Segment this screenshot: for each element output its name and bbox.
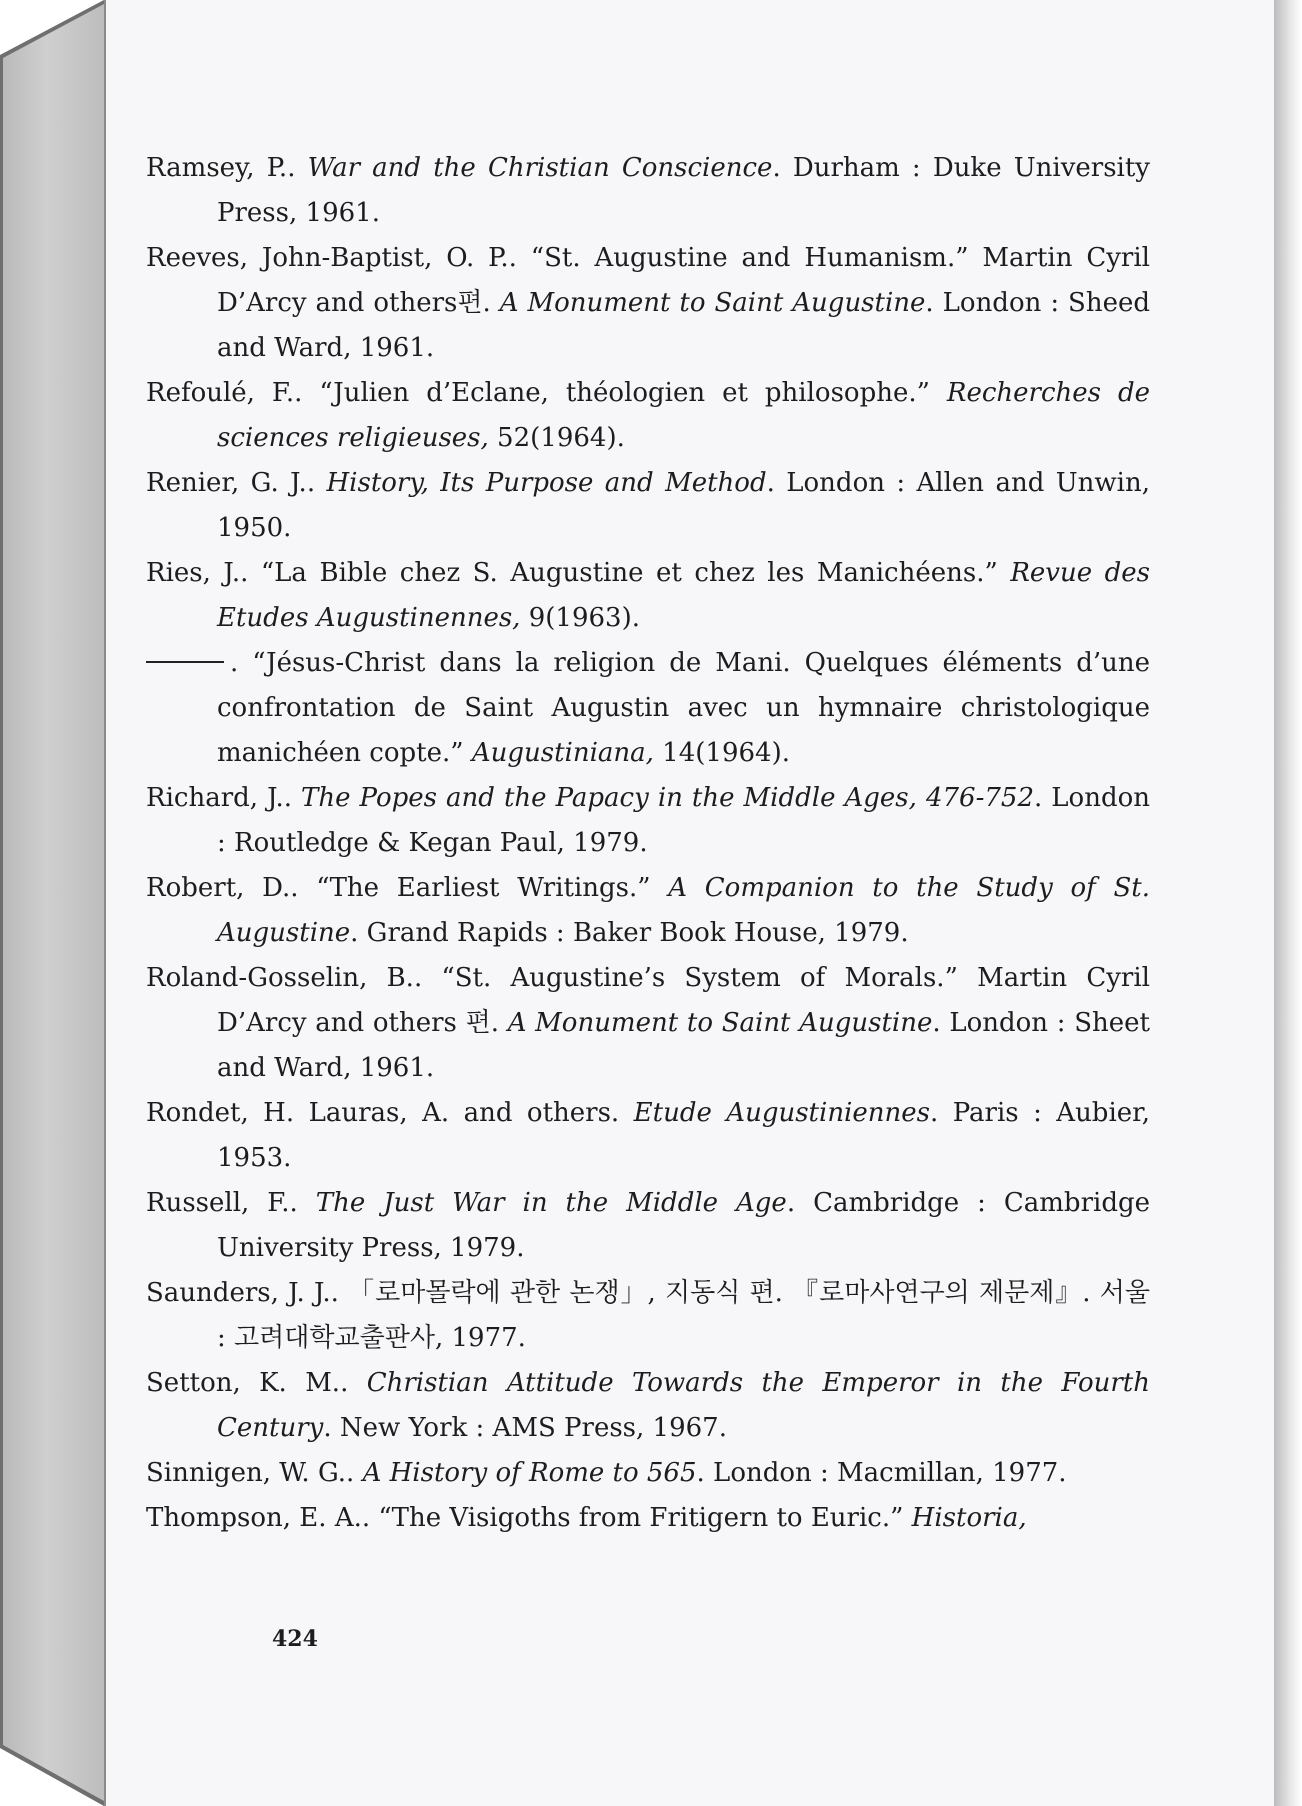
entry-publication: . Paris : Aubier, 1953.	[217, 1098, 1150, 1173]
entry-publication: 9(1963).	[520, 603, 640, 633]
entry-title: A Monument to Saint Augustine	[499, 288, 926, 318]
entry-text: Roland-Gosselin, B.. “St. Augustine’s System of Morals.” Martin Cyril D’Arcy and others 편.	[146, 963, 1150, 1038]
entry-publication: . Durham : Duke University Press, 1961.	[217, 153, 1151, 228]
entry-title: Christian Attitude Towards the Emperor in the Fourth Century	[217, 1368, 1150, 1443]
entry-publication: . London : Sheed and Ward, 1961.	[217, 288, 1151, 363]
entry-text: Renier, G. J..	[146, 468, 327, 498]
entry-title: Revue des Etudes Augustinennes,	[217, 558, 1150, 633]
bibliography-entry	[146, 1496, 1150, 1541]
entry-title: A History of Rome to 565	[362, 1458, 697, 1488]
bibliography-entry	[146, 956, 1150, 1091]
bibliography-entry	[146, 1271, 1150, 1361]
entry-publication: 52(1964).	[488, 423, 625, 453]
bibliography-entry	[146, 1361, 1150, 1451]
entry-title: War and the Christian Conscience	[307, 153, 773, 183]
bibliography-entry	[146, 236, 1150, 371]
entry-text: Saunders, J. J.. 「로마몰락에 관한 논쟁」, 지동식 편. 『로마사연구의 제문제』. 서울 : 고려대학교출판사, 1977.	[146, 1278, 1150, 1353]
entry-title: Augustiniana,	[471, 738, 654, 768]
bibliography-entry	[146, 1451, 1150, 1496]
entry-text: Rondet, H. Lauras, A. and others.	[146, 1098, 634, 1128]
page-shadow	[1274, 0, 1302, 1806]
bibliography-entry	[146, 461, 1150, 551]
entry-text: Setton, K. M..	[146, 1368, 367, 1398]
entry-text: Robert, D.. “The Earliest Writings.”	[146, 873, 669, 903]
entry-title: A Monument to Saint Augustine	[507, 1008, 933, 1038]
entry-publication: . Cambridge : Cambridge University Press, 1979.	[217, 1188, 1150, 1263]
entry-title: History, Its Purpose and Method	[326, 468, 767, 498]
entry-title: Etude Augustiniennes	[633, 1098, 930, 1128]
entry-title: The Just War in the Middle Age	[315, 1188, 787, 1218]
entry-text: Ramsey, P..	[146, 153, 308, 183]
entry-publication: . London : Macmillan, 1977.	[696, 1458, 1067, 1488]
entry-text: Russell, F..	[146, 1188, 316, 1218]
entry-title: A Companion to the Study of St. Augustine	[217, 873, 1150, 948]
entry-text: Sinnigen, W. G..	[146, 1458, 363, 1488]
entry-publication: . New York : AMS Press, 1967.	[323, 1413, 727, 1443]
entry-publication: . London : Allen and Unwin, 1950.	[217, 468, 1150, 543]
bibliography-entry	[146, 1091, 1150, 1181]
entry-text: Ries, J.. “La Bible chez S. Augustine et chez les Manichéens.”	[146, 558, 1011, 588]
entry-publication: . London : Routledge & Kegan Paul, 1979.	[217, 783, 1150, 858]
entry-publication: . Grand Rapids : Baker Book House, 1979.	[350, 918, 909, 948]
bibliography-entry	[146, 776, 1150, 866]
entry-publication: 14(1964).	[653, 738, 790, 768]
bibliography-entry	[146, 866, 1150, 956]
entry-title: Recherches de sciences religieuses,	[217, 378, 1150, 453]
entry-text: Richard, J..	[146, 783, 302, 813]
bibliography-list	[146, 146, 1150, 1541]
entry-text: Thompson, E. A.. “The Visigoths from Fritigern to Euric.”	[146, 1503, 912, 1533]
entry-text: Reeves, John-Baptist, O. P.. “St. Augustine and Humanism.” Martin Cyril D’Arcy and others편.	[146, 243, 1150, 318]
bibliography-entry	[146, 551, 1150, 641]
entry-title: The Popes and the Papacy in the Middle Ages, 476-752	[301, 783, 1034, 813]
book-spine	[0, 0, 104, 1806]
bibliography-entry	[146, 1181, 1150, 1271]
bibliography-entry	[146, 146, 1150, 236]
entry-text: Refoulé, F.. “Julien d’Eclane, théologien et philosophe.”	[146, 378, 947, 408]
repeat-author-dash	[146, 661, 224, 663]
bibliography-entry	[146, 371, 1150, 461]
bibliography-entry	[146, 641, 1150, 776]
entry-publication: . London : Sheet and Ward, 1961.	[217, 1008, 1151, 1083]
page-number: 424	[272, 1626, 318, 1652]
entry-title: Historia,	[911, 1503, 1027, 1533]
entry-text: . “Jésus-Christ dans la religion de Mani. Quelques éléments d’une confrontation de Saint Augustin avec un hymnaire christologique manichéen copte.”	[217, 648, 1150, 768]
